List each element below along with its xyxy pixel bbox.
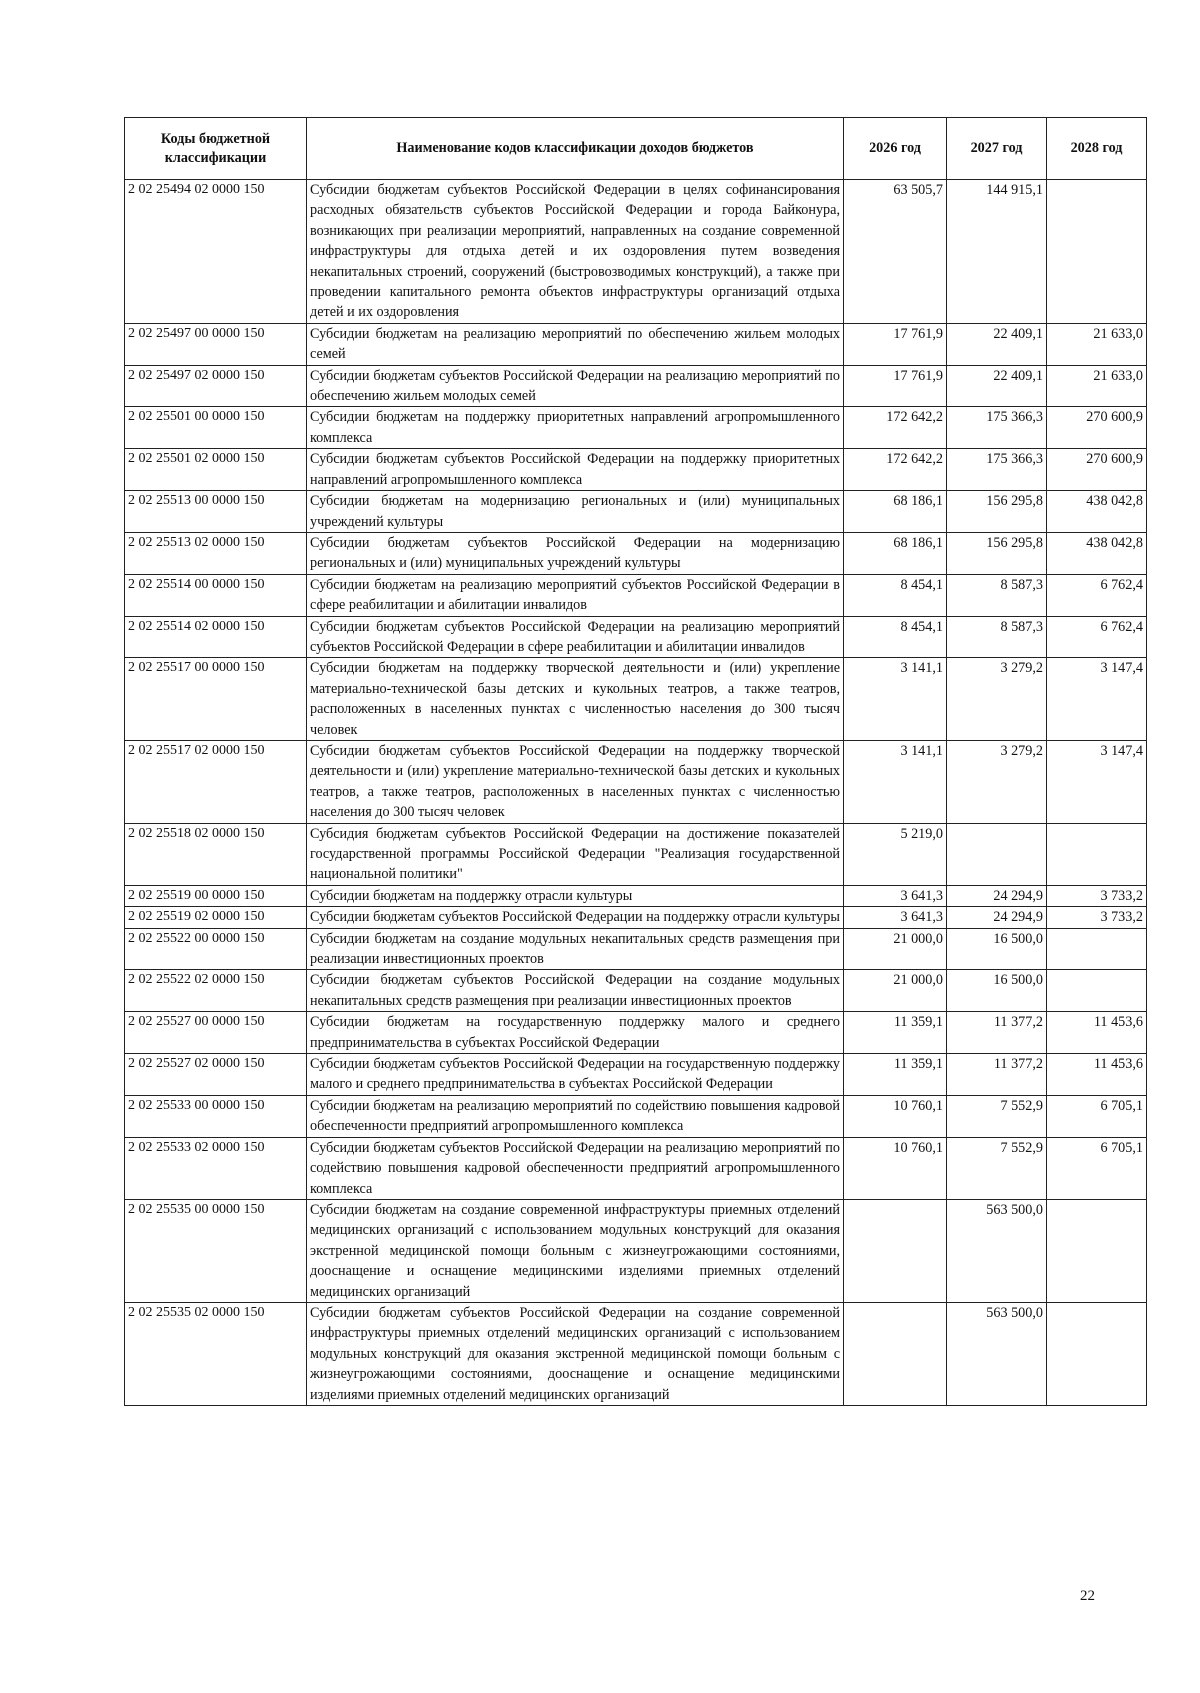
- row-value-2026: 10 760,1: [844, 1095, 947, 1137]
- header-2027: 2027 год: [947, 118, 1047, 180]
- table-row: [125, 407, 1147, 449]
- row-value-2026: 11 359,1: [844, 1012, 947, 1054]
- row-code: 2 02 25533 00 0000 150: [125, 1095, 307, 1137]
- row-value-2026: 3 641,3: [844, 907, 947, 928]
- row-value-2028: 270 600,9: [1047, 407, 1147, 449]
- row-name: Субсидии бюджетам субъектов Российской Федерации на поддержку приоритетных направлений агропромышленного комплекса: [307, 449, 844, 491]
- row-value-2028: [1047, 928, 1147, 970]
- row-code: 2 02 25501 00 0000 150: [125, 407, 307, 449]
- row-name: Субсидии бюджетам на поддержку отрасли культуры: [307, 885, 844, 906]
- row-value-2026: 17 761,9: [844, 365, 947, 407]
- table-row: [125, 1199, 1147, 1302]
- table-row: [125, 491, 1147, 533]
- row-value-2028: 6 705,1: [1047, 1095, 1147, 1137]
- row-value-2026: 21 000,0: [844, 928, 947, 970]
- table-header-row: [125, 118, 1147, 180]
- table-row: [125, 970, 1147, 1012]
- row-value-2026: 68 186,1: [844, 491, 947, 533]
- row-value-2027: 3 279,2: [947, 658, 1047, 741]
- row-code: 2 02 25535 02 0000 150: [125, 1302, 307, 1405]
- row-code: 2 02 25527 00 0000 150: [125, 1012, 307, 1054]
- row-value-2026: 3 141,1: [844, 658, 947, 741]
- table-row: [125, 449, 1147, 491]
- row-code: 2 02 25501 02 0000 150: [125, 449, 307, 491]
- row-value-2027: 11 377,2: [947, 1012, 1047, 1054]
- row-code: 2 02 25514 00 0000 150: [125, 574, 307, 616]
- row-code: 2 02 25494 02 0000 150: [125, 180, 307, 324]
- row-name: Субсидии бюджетам на реализацию мероприятий субъектов Российской Федерации в сфере реабилитации и абилитации инвалидов: [307, 574, 844, 616]
- table-row: [125, 740, 1147, 823]
- row-value-2026: 21 000,0: [844, 970, 947, 1012]
- row-code: 2 02 25519 02 0000 150: [125, 907, 307, 928]
- row-value-2027: 16 500,0: [947, 928, 1047, 970]
- row-value-2028: 21 633,0: [1047, 323, 1147, 365]
- row-code: 2 02 25518 02 0000 150: [125, 823, 307, 885]
- row-value-2027: 156 295,8: [947, 532, 1047, 574]
- row-value-2026: 68 186,1: [844, 532, 947, 574]
- row-name: Субсидии бюджетам субъектов Российской Федерации на государственную поддержку малого и среднего предпринимательства в субъектах Российской Федерации: [307, 1054, 844, 1096]
- row-value-2027: 22 409,1: [947, 323, 1047, 365]
- row-value-2027: 156 295,8: [947, 491, 1047, 533]
- row-code: 2 02 25535 00 0000 150: [125, 1199, 307, 1302]
- table-row: [125, 1302, 1147, 1405]
- row-code: 2 02 25533 02 0000 150: [125, 1137, 307, 1199]
- row-value-2027: 175 366,3: [947, 449, 1047, 491]
- row-value-2026: 8 454,1: [844, 616, 947, 658]
- row-value-2026: [844, 1302, 947, 1405]
- row-code: 2 02 25497 02 0000 150: [125, 365, 307, 407]
- table-row: [125, 1095, 1147, 1137]
- row-name: Субсидии бюджетам субъектов Российской Федерации на создание модульных некапитальных средств размещения при реализации инвестиционных проектов: [307, 970, 844, 1012]
- table-row: [125, 1137, 1147, 1199]
- row-code: 2 02 25519 00 0000 150: [125, 885, 307, 906]
- row-value-2026: 172 642,2: [844, 449, 947, 491]
- row-name: Субсидии бюджетам субъектов Российской Федерации на поддержку творческой деятельности и (или) укрепление материально-технической базы детских и кукольных театров, а также театров, расположенных в населенных пунктах с численностью населения до 300 тысяч человек: [307, 740, 844, 823]
- row-value-2027: 563 500,0: [947, 1302, 1047, 1405]
- row-name: Субсидии бюджетам на реализацию мероприятий по содействию повышения кадровой обеспеченности предприятий агропромышленного комплекса: [307, 1095, 844, 1137]
- row-code: 2 02 25522 02 0000 150: [125, 970, 307, 1012]
- row-value-2027: 22 409,1: [947, 365, 1047, 407]
- row-value-2028: [1047, 1302, 1147, 1405]
- row-value-2027: 144 915,1: [947, 180, 1047, 324]
- row-name: Субсидии бюджетам субъектов Российской Федерации на поддержку отрасли культуры: [307, 907, 844, 928]
- table-row: [125, 616, 1147, 658]
- header-name: Наименование кодов классификации доходов бюджетов: [307, 118, 844, 180]
- row-value-2028: 3 147,4: [1047, 658, 1147, 741]
- row-code: 2 02 25497 00 0000 150: [125, 323, 307, 365]
- row-code: 2 02 25513 02 0000 150: [125, 532, 307, 574]
- page-number: 22: [1080, 1588, 1095, 1604]
- row-code: 2 02 25527 02 0000 150: [125, 1054, 307, 1096]
- row-value-2028: [1047, 970, 1147, 1012]
- row-value-2028: 438 042,8: [1047, 532, 1147, 574]
- row-value-2026: 17 761,9: [844, 323, 947, 365]
- row-code: 2 02 25517 00 0000 150: [125, 658, 307, 741]
- row-value-2027: 8 587,3: [947, 616, 1047, 658]
- row-value-2028: 6 762,4: [1047, 616, 1147, 658]
- row-value-2028: 270 600,9: [1047, 449, 1147, 491]
- row-name: Субсидии бюджетам субъектов Российской Федерации на реализацию мероприятий по обеспечению жильем молодых семей: [307, 365, 844, 407]
- row-value-2028: [1047, 180, 1147, 324]
- row-value-2027: 7 552,9: [947, 1095, 1047, 1137]
- row-name: Субсидии бюджетам на реализацию мероприятий по обеспечению жильем молодых семей: [307, 323, 844, 365]
- row-value-2028: 21 633,0: [1047, 365, 1147, 407]
- row-code: 2 02 25513 00 0000 150: [125, 491, 307, 533]
- row-value-2026: 172 642,2: [844, 407, 947, 449]
- row-value-2026: 11 359,1: [844, 1054, 947, 1096]
- row-name: Субсидии бюджетам на государственную поддержку малого и среднего предпринимательства в субъектах Российской Федерации: [307, 1012, 844, 1054]
- row-name: Субсидии бюджетам на поддержку приоритетных направлений агропромышленного комплекса: [307, 407, 844, 449]
- row-value-2028: 11 453,6: [1047, 1054, 1147, 1096]
- row-value-2027: 3 279,2: [947, 740, 1047, 823]
- row-name: Субсидии бюджетам на создание модульных некапитальных средств размещения при реализации инвестиционных проектов: [307, 928, 844, 970]
- row-value-2028: [1047, 823, 1147, 885]
- row-value-2027: 175 366,3: [947, 407, 1047, 449]
- row-name: Субсидия бюджетам субъектов Российской Федерации на достижение показателей государственной программы Российской Федерации "Реализация государственной национальной политики": [307, 823, 844, 885]
- table-row: [125, 885, 1147, 906]
- row-value-2028: 3 147,4: [1047, 740, 1147, 823]
- row-value-2028: 3 733,2: [1047, 907, 1147, 928]
- row-value-2026: 8 454,1: [844, 574, 947, 616]
- row-code: 2 02 25517 02 0000 150: [125, 740, 307, 823]
- table-row: [125, 323, 1147, 365]
- row-value-2028: 11 453,6: [1047, 1012, 1147, 1054]
- table-row: [125, 823, 1147, 885]
- row-name: Субсидии бюджетам на поддержку творческой деятельности и (или) укрепление материально-технической базы детских и кукольных театров, а также театров, расположенных в населенных пунктах с численностью населения до 300 тысяч человек: [307, 658, 844, 741]
- row-name: Субсидии бюджетам на создание современной инфраструктуры приемных отделений медицинских организаций с использованием модульных конструкций для оказания экстренной медицинской помощи больным с жизнеугрожающими состояниями, дооснащение и оснащение медицинскими изделиями приемных отделений медицинских организаций: [307, 1199, 844, 1302]
- table-row: [125, 365, 1147, 407]
- row-value-2026: 5 219,0: [844, 823, 947, 885]
- row-value-2026: 63 505,7: [844, 180, 947, 324]
- row-name: Субсидии бюджетам на модернизацию региональных и (или) муниципальных учреждений культуры: [307, 491, 844, 533]
- table-row: [125, 532, 1147, 574]
- table-row: [125, 658, 1147, 741]
- row-value-2027: 563 500,0: [947, 1199, 1047, 1302]
- row-value-2026: 10 760,1: [844, 1137, 947, 1199]
- table-body: [125, 180, 1147, 1406]
- header-code: Коды бюджетной классификации: [125, 118, 307, 180]
- table-row: [125, 1012, 1147, 1054]
- revenue-classification-table: [124, 117, 1147, 1406]
- row-value-2028: 6 705,1: [1047, 1137, 1147, 1199]
- header-2028: 2028 год: [1047, 118, 1147, 180]
- row-code: 2 02 25514 02 0000 150: [125, 616, 307, 658]
- table-row: [125, 1054, 1147, 1096]
- row-name: Субсидии бюджетам субъектов Российской Федерации на создание современной инфраструктуры приемных отделений медицинских организаций с использованием модульных конструкций для оказания экстренной медицинской помощи больным с жизнеугрожающими состояниями, дооснащение и оснащение медицинскими изделиями приемных отделений медицинских организаций: [307, 1302, 844, 1405]
- row-value-2027: [947, 823, 1047, 885]
- row-value-2028: 6 762,4: [1047, 574, 1147, 616]
- row-value-2027: 16 500,0: [947, 970, 1047, 1012]
- header-2026: 2026 год: [844, 118, 947, 180]
- row-name: Субсидии бюджетам субъектов Российской Федерации на реализацию мероприятий по содействию повышения кадровой обеспеченности предприятий агропромышленного комплекса: [307, 1137, 844, 1199]
- row-name: Субсидии бюджетам субъектов Российской Федерации на реализацию мероприятий субъектов Российской Федерации в сфере реабилитации и абилитации инвалидов: [307, 616, 844, 658]
- table-row: [125, 180, 1147, 324]
- table-row: [125, 928, 1147, 970]
- row-value-2027: 7 552,9: [947, 1137, 1047, 1199]
- row-value-2026: [844, 1199, 947, 1302]
- row-value-2027: 24 294,9: [947, 907, 1047, 928]
- row-code: 2 02 25522 00 0000 150: [125, 928, 307, 970]
- row-name: Субсидии бюджетам субъектов Российской Федерации в целях софинансирования расходных обязательств субъектов Российской Федерации и города Байконура, возникающих при реализации мероприятий, направленных на создание современной инфраструктуры для отдыха детей и их оздоровления путем возведения некапитальных строений, сооружений (быстровозводимых конструкций), а также при проведении капитального ремонта объектов инфраструктуры организаций отдыха детей и их оздоровления: [307, 180, 844, 324]
- row-value-2026: 3 141,1: [844, 740, 947, 823]
- row-value-2028: [1047, 1199, 1147, 1302]
- row-value-2028: 3 733,2: [1047, 885, 1147, 906]
- table-row: [125, 907, 1147, 928]
- row-value-2027: 11 377,2: [947, 1054, 1047, 1096]
- row-value-2027: 24 294,9: [947, 885, 1047, 906]
- row-value-2026: 3 641,3: [844, 885, 947, 906]
- row-name: Субсидии бюджетам субъектов Российской Федерации на модернизацию региональных и (или) муниципальных учреждений культуры: [307, 532, 844, 574]
- row-value-2027: 8 587,3: [947, 574, 1047, 616]
- row-value-2028: 438 042,8: [1047, 491, 1147, 533]
- table-row: [125, 574, 1147, 616]
